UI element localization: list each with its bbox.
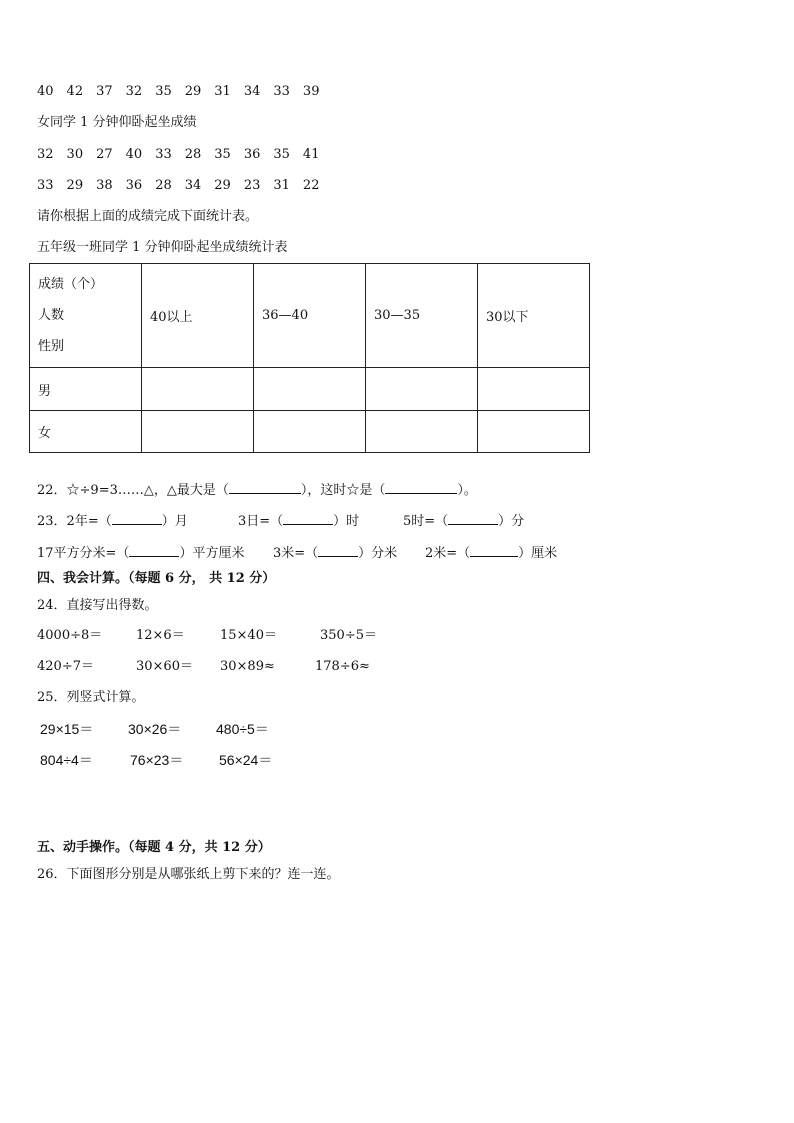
header-line: 人数 [38, 308, 65, 323]
expression: 15×40＝ [220, 628, 277, 643]
expression: 76×23＝ [130, 752, 184, 768]
table-title: 五年级一班同学 1 分钟仰卧起坐成绩统计表 [37, 240, 288, 255]
answer-blank[interactable] [448, 513, 498, 525]
column-header: 30—35 [366, 264, 478, 368]
score: 27 [96, 147, 113, 162]
table-cell[interactable] [366, 411, 478, 453]
score: 28 [184, 147, 202, 162]
score: 35 [155, 84, 172, 99]
girl-scores-row-1 [37, 147, 332, 163]
expression: 804÷4＝ [40, 752, 93, 768]
expression: 30×89≈ [220, 659, 275, 674]
expression: 480÷5＝ [216, 721, 269, 737]
score: 35 [214, 147, 231, 162]
q23-text: 2米=（ [425, 546, 471, 561]
column-header: 40以上 [142, 264, 254, 368]
q26-title: 26．下面图形分别是从哪张纸上剪下来的？连一连。 [37, 867, 340, 882]
table-cell[interactable] [478, 368, 590, 411]
score: 32 [37, 147, 54, 162]
score: 29 [66, 178, 84, 193]
score: 41 [302, 147, 320, 162]
q23-text: 17平方分米=（ [37, 546, 130, 561]
q23-item [37, 545, 244, 562]
score: 34 [243, 84, 261, 99]
boy-scores-row [37, 84, 332, 100]
expression: 30×26＝ [128, 721, 182, 737]
answer-blank[interactable] [283, 513, 333, 525]
q22-suffix: ）。 [457, 483, 477, 498]
q23-text: ）分 [498, 514, 525, 529]
score: 35 [273, 147, 290, 162]
expression: 350÷5＝ [320, 628, 377, 643]
score: 34 [184, 178, 202, 193]
score: 40 [37, 84, 54, 99]
table-row [30, 411, 590, 453]
q22-prefix: 22．☆÷9=3……△，△最大是（ [37, 483, 229, 498]
expression: 420÷7＝ [37, 659, 94, 674]
score: 39 [302, 84, 320, 99]
expression: 56×24＝ [219, 752, 273, 768]
answer-blank[interactable] [112, 513, 162, 525]
table-cell[interactable] [142, 368, 254, 411]
expression: 12×6＝ [136, 628, 185, 643]
question-22 [37, 482, 477, 499]
q23-text: ）时 [333, 514, 360, 529]
score: 33 [37, 178, 54, 193]
score: 33 [155, 147, 172, 162]
q23-text: 23．2年=（ [37, 514, 112, 529]
instruction: 请你根据上面的成绩完成下面统计表。 [37, 209, 259, 224]
score: 31 [214, 84, 231, 99]
answer-blank[interactable] [385, 482, 457, 494]
score: 42 [66, 84, 84, 99]
score: 38 [96, 178, 113, 193]
score: 40 [125, 147, 143, 162]
score: 31 [273, 178, 290, 193]
q23-item [273, 545, 397, 562]
table-header-row [30, 264, 590, 368]
expression: 29×15＝ [40, 721, 94, 737]
section-5-heading: 五、动手操作。（每题 4 分，共 12 分） [37, 840, 271, 855]
header-line: 成绩（个） [38, 277, 104, 292]
score: 32 [125, 84, 143, 99]
column-header: 30以下 [478, 264, 590, 368]
q22-middle: ），这时☆是（ [300, 483, 386, 498]
answer-blank[interactable] [470, 545, 518, 557]
score: 29 [184, 84, 202, 99]
score: 37 [96, 84, 113, 99]
score: 29 [214, 178, 231, 193]
table-cell[interactable] [254, 411, 366, 453]
table-cell[interactable] [142, 411, 254, 453]
score: 23 [243, 178, 261, 193]
score: 28 [155, 178, 172, 193]
answer-blank[interactable] [229, 482, 301, 494]
score: 30 [66, 147, 84, 162]
table-cell[interactable] [478, 411, 590, 453]
expression: 178÷6≈ [315, 659, 370, 674]
q23-text: ）厘米 [518, 546, 558, 561]
q23-text: ）分米 [358, 546, 398, 561]
q25-title: 25．列竖式计算。 [37, 690, 145, 705]
row-label: 女 [30, 411, 142, 453]
q23-text: ）平方厘米 [179, 546, 245, 561]
score: 36 [243, 147, 261, 162]
section-4-heading: 四、我会计算。（每题 6 分， 共 12 分） [37, 571, 276, 586]
table-row [30, 368, 590, 411]
q23-text: ）月 [161, 514, 188, 529]
table-corner-header [30, 264, 142, 368]
expression: 4000÷8＝ [37, 628, 103, 643]
answer-blank[interactable] [318, 545, 358, 557]
column-header: 36—40 [254, 264, 366, 368]
q23-item [403, 513, 524, 530]
answer-blank[interactable] [129, 545, 179, 557]
q23-text: 3日=（ [238, 514, 284, 529]
score: 36 [125, 178, 143, 193]
girl-scores-row-2 [37, 178, 332, 194]
q23-item [238, 513, 359, 530]
score: 22 [302, 178, 320, 193]
q24-title: 24．直接写出得数。 [37, 598, 158, 613]
table-cell[interactable] [254, 368, 366, 411]
table-cell[interactable] [366, 368, 478, 411]
q23-item [37, 513, 188, 530]
q23-item [425, 545, 557, 562]
q23-text: 3米=（ [273, 546, 319, 561]
girls-title: 女同学 1 分钟仰卧起坐成绩 [37, 115, 197, 130]
header-line: 性别 [38, 339, 65, 354]
row-label: 男 [30, 368, 142, 411]
q23-text: 5时=（ [403, 514, 449, 529]
stats-table [29, 263, 590, 453]
expression: 30×60＝ [136, 659, 193, 674]
score: 33 [273, 84, 290, 99]
